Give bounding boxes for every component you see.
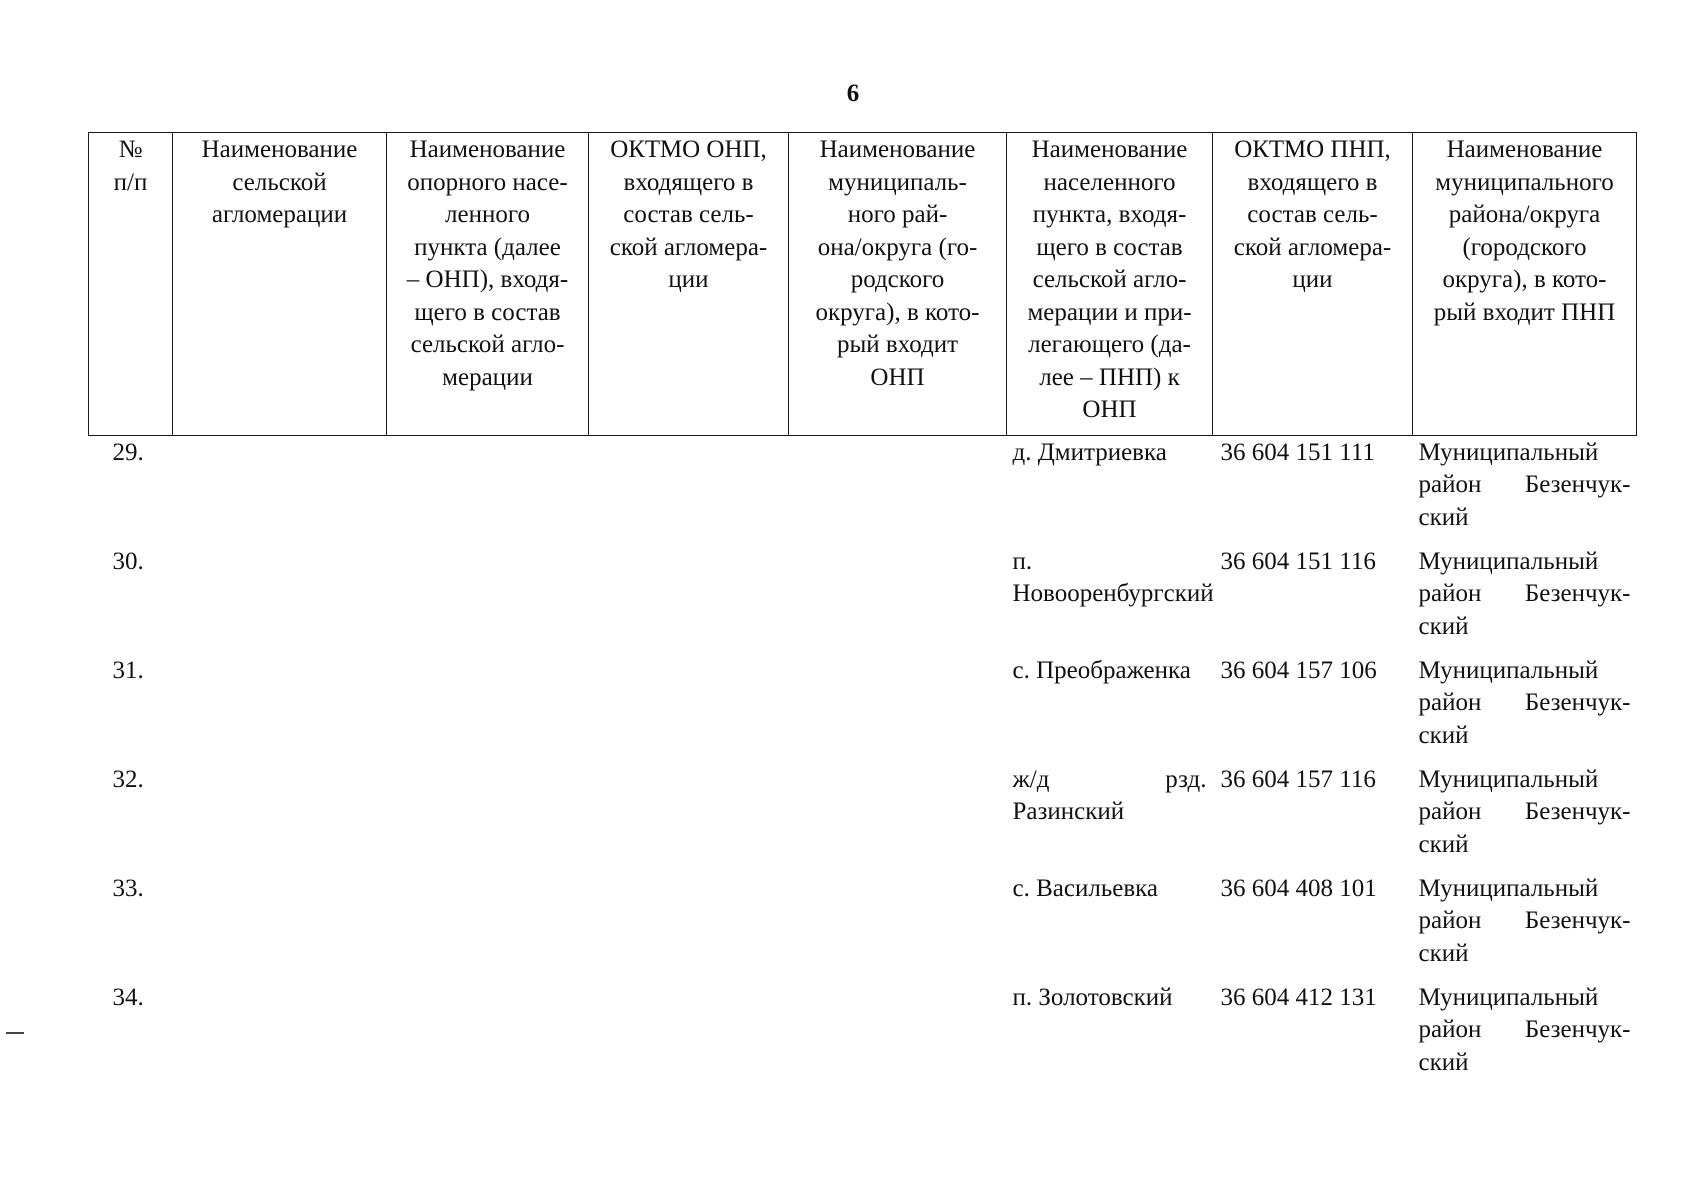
cell-onp-oktmo — [589, 545, 789, 654]
header-line: рый входит — [836, 331, 959, 358]
cell-num: 29. — [89, 435, 173, 545]
column-header-3 — [387, 133, 589, 436]
cell-onp — [387, 654, 589, 763]
header-line: ОКТМО ОНП, — [610, 136, 767, 163]
header-line: района/округа — [1448, 201, 1601, 228]
header-line: ного рай- — [847, 201, 948, 228]
header-line: Наименование — [819, 136, 976, 163]
header-line: ской агломера- — [609, 233, 768, 261]
header-line: родского — [850, 266, 945, 293]
cell-pnp: ж/д рзд. Разинский — [1012, 765, 1207, 825]
cell-agglomeration — [173, 981, 387, 1090]
cell-onp-oktmo — [589, 435, 789, 545]
table-row — [89, 763, 1637, 872]
cell-onp-oktmo — [589, 872, 789, 981]
cell-pnp-district — [1413, 981, 1637, 1090]
cell-pnp: с. Васильевка — [1012, 874, 1158, 902]
cell-onp — [387, 435, 589, 545]
column-header-8 — [1413, 133, 1637, 436]
cell-onp-oktmo — [589, 654, 789, 763]
district-line: район Безенчук- — [1418, 798, 1631, 825]
cell-agglomeration — [173, 763, 387, 872]
header-line: сельской агло- — [410, 331, 565, 358]
header-line: лее – ПНП) к — [1039, 363, 1180, 391]
margin-mark — [6, 1032, 24, 1034]
header-line: рый входит ПНП — [1433, 298, 1616, 326]
district-line: Муниципальный — [1418, 765, 1599, 793]
district-line: Муниципальный — [1418, 656, 1599, 684]
cell-pnp-oktmo: 36 604 157 106 — [1220, 656, 1377, 684]
header-line: ции — [668, 266, 709, 293]
header-line: ской агломера- — [1233, 233, 1392, 261]
cell-onp-district — [789, 435, 1007, 545]
cell-pnp-oktmo: 36 604 412 131 — [1220, 983, 1377, 1011]
table-row — [89, 654, 1637, 763]
cell-agglomeration — [173, 872, 387, 981]
column-header-4 — [589, 133, 789, 436]
table-row — [89, 545, 1637, 654]
cell-num: 30. — [112, 547, 144, 575]
cell-onp-district — [789, 545, 1007, 654]
header-line: муниципаль- — [828, 168, 967, 196]
page-number: 6 — [846, 80, 860, 107]
district-line: Муниципальный — [1418, 874, 1599, 902]
district-line: Муниципальный — [1418, 983, 1599, 1011]
agglomeration-table — [88, 132, 1637, 1090]
cell-pnp: д. Дмитриевка — [1007, 435, 1213, 545]
cell-onp — [387, 872, 589, 981]
header-line: агломерации — [211, 201, 348, 228]
header-line: – ОНП), входя- — [406, 266, 569, 293]
district-line: ский — [1418, 830, 1469, 858]
header-line: мерации и при- — [1027, 298, 1192, 326]
cell-onp — [387, 763, 589, 872]
cell-pnp-district — [1413, 654, 1637, 763]
header-line: состав сель- — [623, 201, 754, 228]
table-header — [89, 133, 1637, 436]
cell-pnp: п. Новооренбургский — [1012, 547, 1214, 607]
district-line: Муниципальный — [1418, 547, 1599, 575]
cell-onp-oktmo — [589, 981, 789, 1090]
header-line: округа), в кото- — [815, 298, 980, 326]
header-line: щего в состав — [414, 298, 561, 326]
header-line: она/округа (го- — [817, 233, 978, 261]
table-body — [89, 435, 1637, 1090]
cell-agglomeration — [173, 545, 387, 654]
district-line: ский — [1418, 503, 1469, 531]
cell-pnp-oktmo: 36 604 151 116 — [1220, 547, 1376, 575]
header-line: ОНП — [1082, 396, 1137, 423]
cell-pnp: с. Преображенка — [1012, 656, 1191, 684]
header-line: № — [118, 136, 143, 163]
header-line: Наименование — [1446, 136, 1603, 163]
cell-num: 31. — [112, 656, 144, 684]
cell-onp-district — [789, 981, 1007, 1090]
header-line: мерации — [442, 363, 533, 391]
district-line: район Безенчук- — [1418, 1016, 1631, 1043]
header-row — [89, 133, 1637, 436]
district-line: ский — [1418, 721, 1469, 749]
district-line: Муниципальный — [1418, 438, 1599, 466]
header-line: Наименование — [1031, 136, 1188, 163]
header-line: состав сель- — [1247, 201, 1378, 228]
cell-pnp-oktmo: 36 604 151 111 — [1213, 435, 1413, 545]
table-row — [89, 981, 1637, 1090]
header-line: (городского — [1462, 233, 1587, 261]
district-line: ский — [1418, 939, 1469, 967]
header-line: ОНП — [870, 363, 925, 391]
column-header-1 — [89, 133, 173, 436]
header-line: округа), в кото- — [1442, 266, 1607, 293]
cell-pnp-district — [1413, 763, 1637, 872]
header-line: входящего в — [1247, 168, 1378, 196]
header-line: пункта, входя- — [1032, 201, 1187, 228]
district-line: район Безенчук- — [1418, 471, 1631, 498]
cell-onp-oktmo — [589, 763, 789, 872]
header-line: пункта (далее — [414, 233, 561, 261]
cell-pnp-district — [1413, 435, 1637, 545]
header-line: Наименование — [409, 136, 566, 163]
header-line: ОКТМО ПНП, — [1234, 136, 1391, 163]
district-line: район Безенчук- — [1418, 580, 1631, 607]
district-line: район Безенчук- — [1418, 907, 1631, 934]
district-line: ский — [1418, 612, 1469, 640]
cell-num: 32. — [112, 765, 144, 793]
cell-pnp-oktmo: 36 604 157 116 — [1220, 765, 1376, 793]
cell-onp-district — [789, 654, 1007, 763]
cell-onp — [387, 545, 589, 654]
header-line: ленного — [445, 201, 530, 228]
cell-onp — [387, 981, 589, 1090]
cell-onp-district — [789, 763, 1007, 872]
cell-num: 34. — [112, 983, 144, 1011]
header-line: Наименование — [201, 136, 358, 163]
column-header-6 — [1007, 133, 1213, 436]
cell-agglomeration — [173, 654, 387, 763]
header-line: легающего (да- — [1028, 331, 1191, 358]
header-line: сельской агло- — [1032, 266, 1187, 293]
cell-pnp: п. Золотовский — [1012, 983, 1173, 1011]
cell-pnp-oktmo: 36 604 408 101 — [1220, 874, 1377, 902]
header-line: муниципального — [1435, 168, 1614, 196]
cell-pnp-district — [1413, 545, 1637, 654]
table-row — [89, 435, 1637, 545]
header-line: населенного — [1043, 168, 1176, 196]
header-line: сельской — [232, 168, 327, 196]
cell-pnp-district — [1413, 872, 1637, 981]
column-header-5 — [789, 133, 1007, 436]
header-line: входящего в — [623, 168, 754, 196]
column-header-2 — [173, 133, 387, 436]
header-line: ции — [1292, 266, 1333, 293]
cell-agglomeration — [173, 435, 387, 545]
district-line: ский — [1418, 1048, 1469, 1076]
column-header-7 — [1213, 133, 1413, 436]
header-line: п/п — [113, 168, 148, 196]
cell-onp-district — [789, 872, 1007, 981]
header-line: опорного насе- — [407, 168, 568, 196]
district-line: район Безенчук- — [1418, 689, 1631, 716]
header-line: щего в состав — [1036, 233, 1183, 261]
table-row — [89, 872, 1637, 981]
cell-num: 33. — [112, 874, 144, 902]
